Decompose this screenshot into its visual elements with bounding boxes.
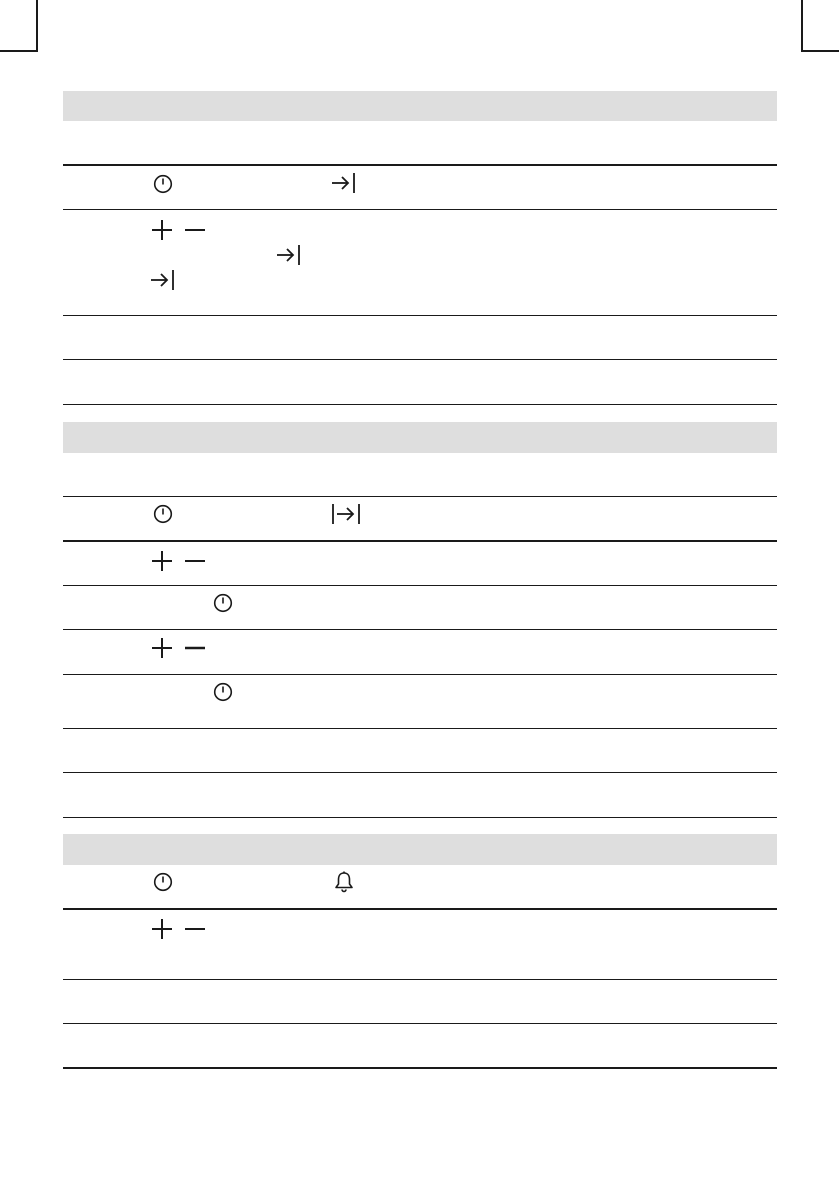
section-header-band <box>63 422 777 453</box>
section-header-band <box>63 834 777 865</box>
clock-icon <box>153 872 173 892</box>
table-rule <box>63 359 777 360</box>
table-rule <box>63 404 777 405</box>
plus-icon <box>152 551 172 571</box>
table-rule <box>63 540 777 542</box>
clock-icon <box>213 593 233 613</box>
clock-icon <box>153 174 173 194</box>
table-rule <box>63 728 777 729</box>
minus-icon <box>185 220 205 240</box>
minus-icon <box>185 551 205 571</box>
section-header-band <box>63 91 777 121</box>
table-rule <box>63 979 777 980</box>
crop-mark-horizontal <box>0 50 36 52</box>
arrow-to-bar-icon <box>276 244 302 266</box>
plus-icon <box>152 220 172 240</box>
plus-icon <box>152 919 172 939</box>
minus-icon <box>185 638 205 658</box>
table-rule <box>63 585 777 586</box>
minus-icon <box>185 919 205 939</box>
table-rule <box>63 772 777 773</box>
table-rule <box>63 908 777 910</box>
table-rule <box>63 1067 777 1069</box>
table-rule <box>63 496 777 497</box>
table-rule <box>63 209 777 210</box>
arrow-to-bar-icon <box>150 269 176 291</box>
clock-icon <box>153 504 173 524</box>
arrow-to-bar-icon <box>331 172 357 194</box>
table-rule <box>63 817 777 818</box>
crop-mark-vertical <box>36 0 38 52</box>
table-rule <box>63 674 777 675</box>
bar-arrow-bar-icon <box>331 503 361 525</box>
table-rule <box>63 164 777 166</box>
crop-mark-horizontal <box>803 50 839 52</box>
table-rule <box>63 629 777 630</box>
crop-mark-vertical <box>801 0 803 52</box>
clock-icon <box>213 682 233 702</box>
table-rule <box>63 315 777 316</box>
bell-icon <box>334 871 354 893</box>
table-rule <box>63 1023 777 1024</box>
plus-icon <box>152 638 172 658</box>
